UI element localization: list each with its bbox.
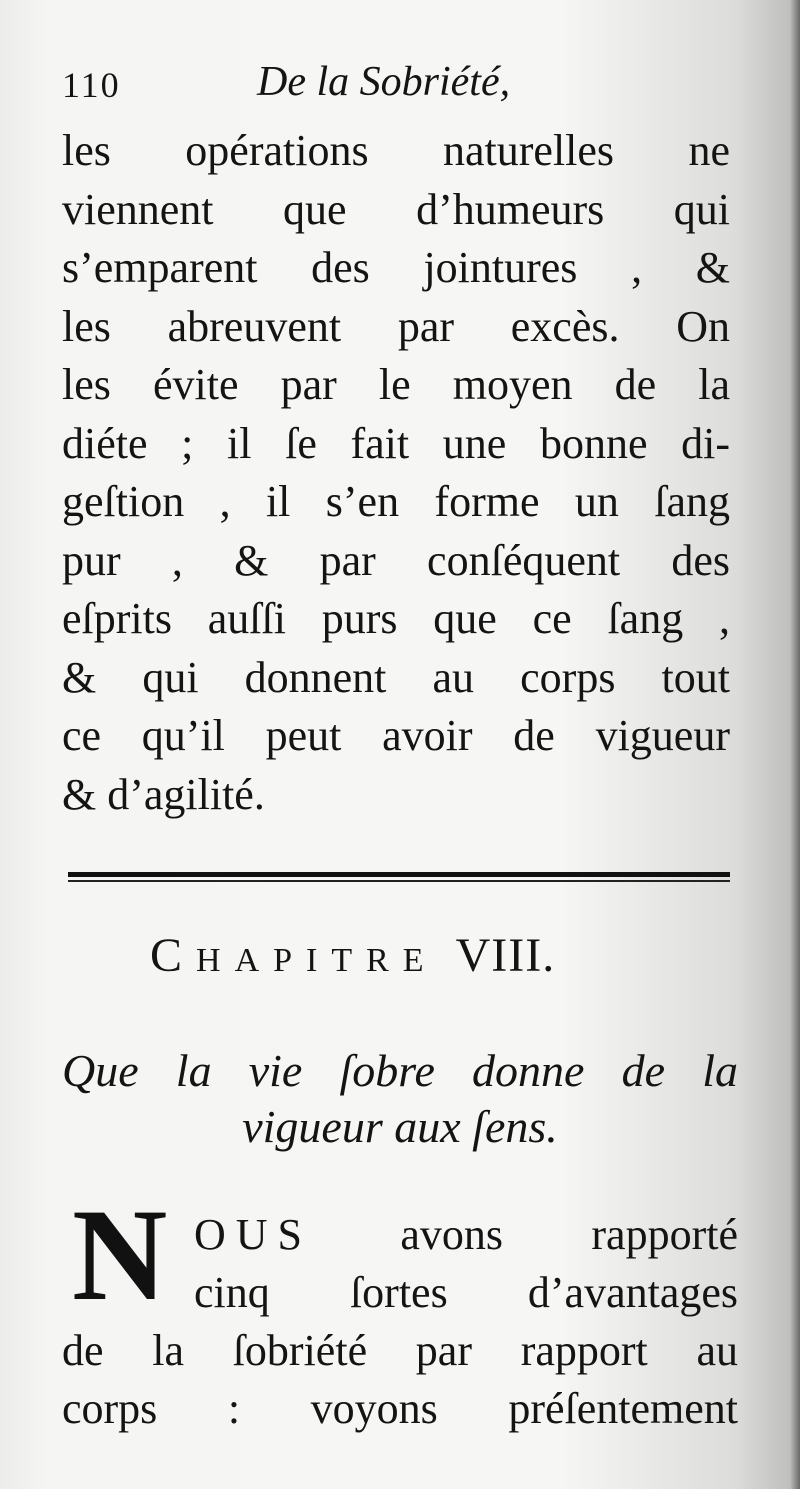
opening-small-caps: OUS	[194, 1210, 313, 1259]
text-line: les opérations naturelles ne	[62, 126, 730, 175]
text-line: pur , & par conſéquent des	[62, 535, 730, 585]
drop-cap: N	[72, 1181, 168, 1328]
text-line	[194, 1206, 738, 1264]
paragraph-2	[62, 1206, 738, 1438]
running-head	[62, 58, 722, 118]
running-title: De la Sobriété,	[257, 59, 511, 105]
text-line: eſprits auſſi purs que ce ſang ,	[62, 594, 730, 643]
text-line: diéte ; il ſe fait une bonne di-	[62, 418, 730, 468]
paragraph-1	[62, 122, 730, 824]
chapter-number: VIII.	[455, 929, 556, 982]
text-line: & qui donnent au corps tout	[62, 652, 730, 702]
opening-rest: avons rapporté	[400, 1210, 738, 1259]
divider-thin-line	[68, 880, 730, 882]
chapter-subtitle	[62, 1043, 738, 1155]
page-edge-shadow	[790, 0, 800, 1489]
subtitle-line: vigueur aux ſens.	[242, 1101, 558, 1152]
text-line: s’emparent des jointures , &	[62, 243, 730, 292]
text-line: de la ſobriété par rapport au	[62, 1326, 738, 1375]
text-line: les évite par le moyen de la	[62, 360, 730, 409]
text-line: ce qu’il peut avoir de vigueur	[62, 711, 730, 760]
text-line: viennent que d’humeurs qui	[62, 184, 730, 234]
page-number: 110	[62, 65, 121, 105]
text-line: les abreuvent par excès. On	[62, 301, 730, 351]
text-line: cinq ſortes d’avantages	[194, 1268, 738, 1317]
subtitle-line: Que la vie ſobre donne de la	[62, 1045, 738, 1096]
text-line: geſtion , il s’en forme un ſang	[62, 477, 730, 526]
divider-thick-line	[68, 872, 730, 877]
text-line: corps : voyons préſentement	[62, 1384, 738, 1433]
text-line: & d’agilité.	[62, 769, 265, 819]
chapter-word: Chapitre	[150, 929, 438, 982]
chapter-divider-rule	[68, 872, 730, 884]
chapter-heading	[150, 928, 670, 983]
